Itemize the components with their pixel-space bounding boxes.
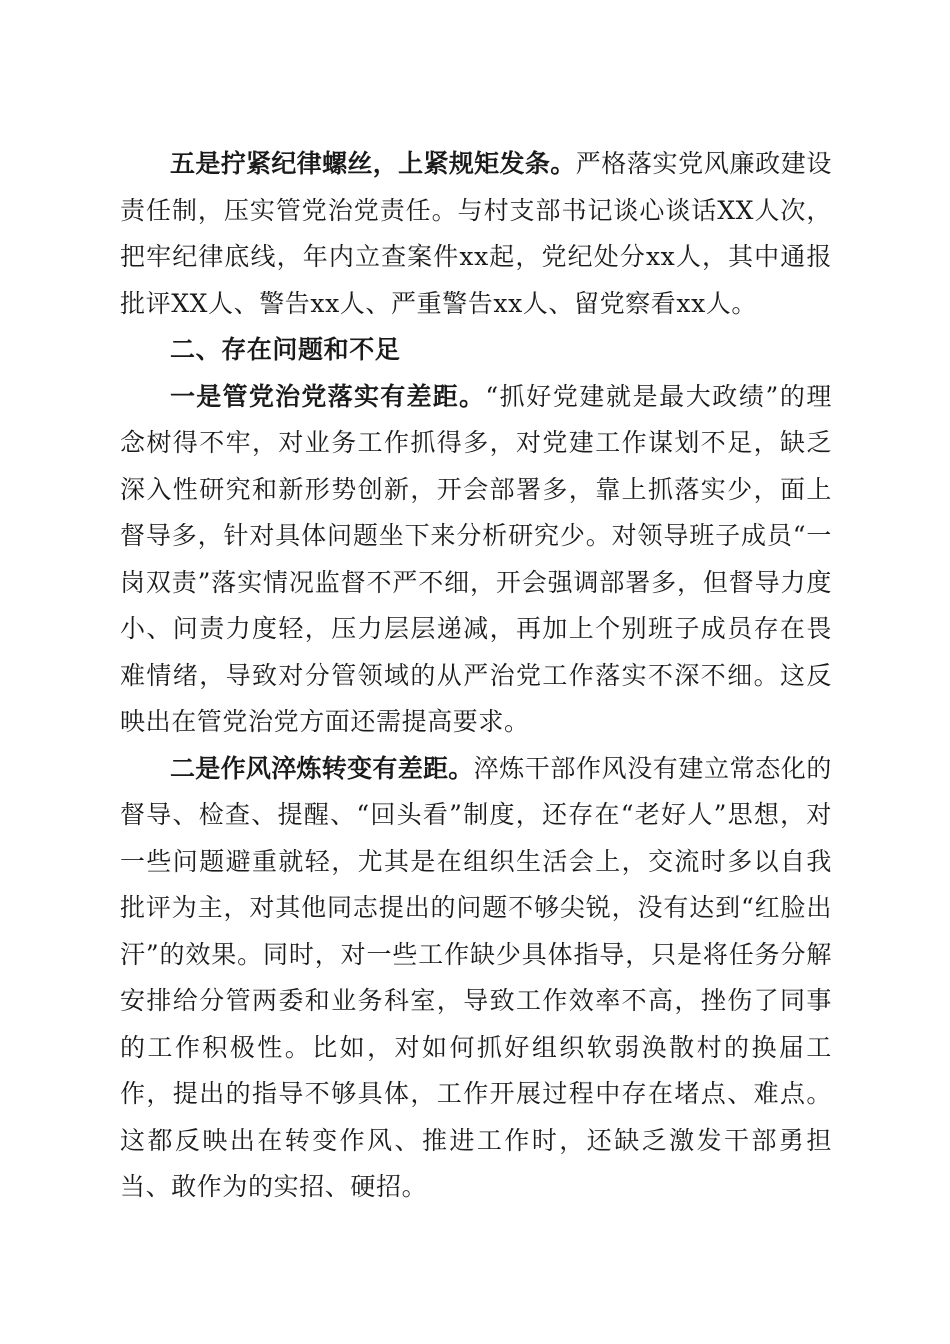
paragraph-issue-2 bbox=[120, 746, 832, 1211]
paragraph-issue-1 bbox=[120, 374, 832, 746]
paragraph-body: 严格落实党风廉政建设责任制，压实管党治党责任。与村支部书记谈心谈话XX人次，把牢纪律底线，年内立查案件xx起，党纪处分xx人，其中通报批评XX人、警告xx人、严重警告xx人、留党察看xx人。 bbox=[120, 149, 832, 318]
paragraph-lead: 五是拧紧纪律螺丝，上紧规矩发条。 bbox=[170, 149, 576, 178]
paragraph-lead: 二是作风淬炼转变有差距。 bbox=[170, 753, 474, 783]
paragraph-body: “抓好党建就是最大政绩”的理念树得不牢，对业务工作抓得多，对党建工作谋划不足，缺乏深入性研究和新形势创新，开会部署多，靠上抓落实少，面上督导多，针对具体问题坐下来分析研究少。对领导班子成员“一岗双责”落实情况监督不严不细，开会强调部署多，但督导力度小、问责力度轻，压力层层递减，再加上个别班子成员存在畏难情绪，导致对分管领域的从严治党工作落实不深不细。这反映出在管党治党方面还需提高要求。 bbox=[120, 381, 832, 736]
section-heading: 二、存在问题和不足 bbox=[170, 335, 401, 364]
paragraph-discipline bbox=[120, 141, 832, 327]
paragraph-lead: 一是管党治党落实有差距。 bbox=[170, 381, 486, 411]
paragraph-body: 淬炼干部作风没有建立常态化的督导、检查、提醒、“回头看”制度，还存在“老好人”思想，对一些问题避重就轻，尤其是在组织生活会上，交流时多以自我批评为主，对其他同志提出的问题不够尖锐，没有达到“红脸出汗”的效果。同时，对一些工作缺少具体指导，只是将任务分解安排给分管两委和业务科室，导致工作效率不高，挫伤了同事的工作积极性。比如，对如何抓好组织软弱涣散村的换届工作，提出的指导不够具体，工作开展过程中存在堵点、难点。这都反映出在转变作风、推进工作时，还缺乏激发干部勇担当、敢作为的实招、硬招。 bbox=[120, 753, 833, 1201]
document-page bbox=[120, 141, 832, 1211]
